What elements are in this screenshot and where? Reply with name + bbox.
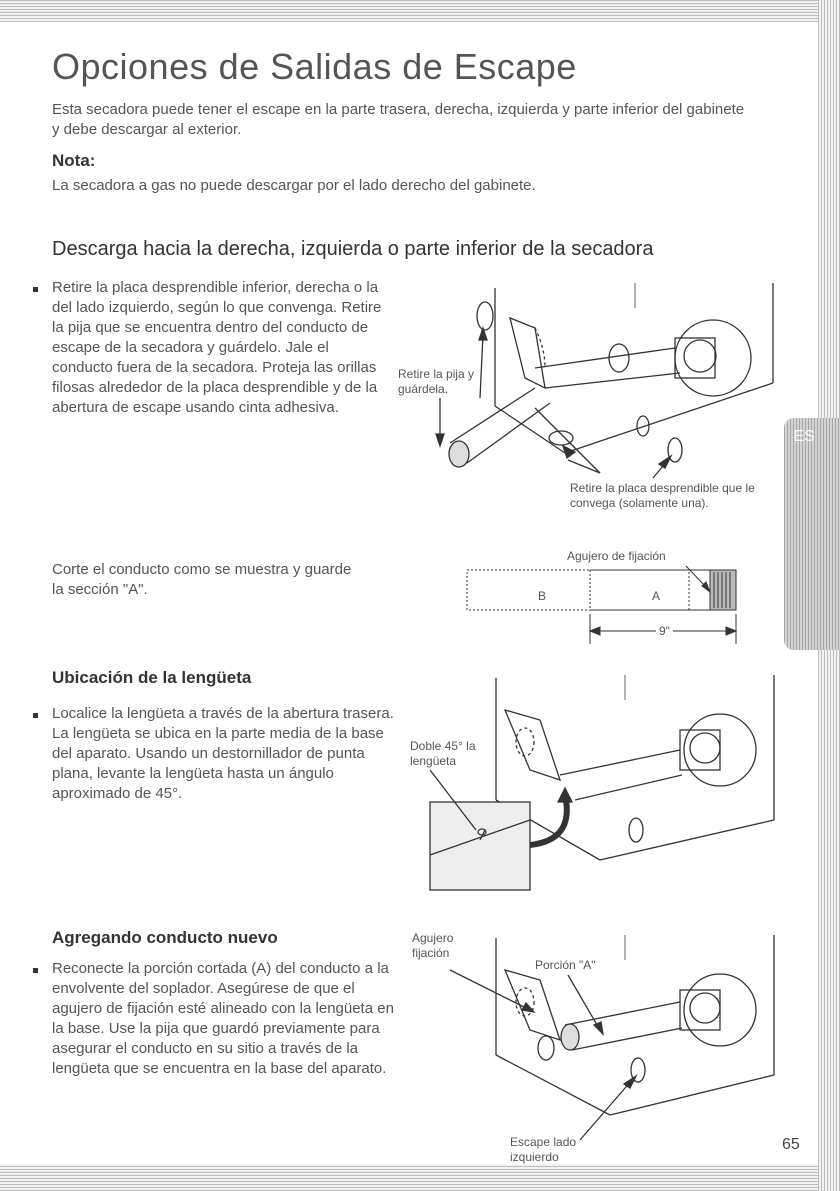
callout-remove-screw: Retire la pija y guárdela. [398,367,475,396]
callout-fixing-hole: Agujero de fijación [567,549,666,563]
note-heading: Nota: [52,151,96,170]
bullet-marker [33,968,38,973]
bottom-border-band [0,1164,840,1191]
duct-length-label: 9" [656,624,673,639]
callout-fixing-hole-new: Agujero fijación [412,931,454,960]
page-number: 65 [782,1136,800,1153]
step-remove-plate-text: Retire la placa desprendible inferior, derecha o la del lado izquierdo, según lo que convenga. Retire la pija que se encuentra dentro del conducto de escape de la secadora y guárdelo. Jale el conducto fuera de la secadora. Proteja las orillas filosas alrededor de la placa desprendible y de la abertura de escape usando cinta adhesiva. [52,279,382,416]
language-tab-label: ES [793,428,815,445]
tab-location-heading: Ubicación de la lengüeta [52,668,252,687]
duct-section-b-label: B [538,589,547,603]
duct-section-a-label: A [652,589,661,603]
tab-location-text: Localice la lengüeta a través de la abertura trasera. La lengüeta se ubica en la parte media de la base del aparato. Usando un destornillador de punta plana, levante la lengüeta hasta un ángulo aproximado de 45°. [52,705,394,802]
bullet-marker [33,713,38,718]
new-duct-text: Reconecte la porción cortada (A) del conducto a la envolvente del soplador. Asegúrese de que el agujero de fijación esté alineado con la lengüeta en la base. Use la pija que guardó previamente para asegurar el conducto en su sitio a través de la lengüeta que se encuentra en la base del aparato. [52,960,394,1077]
intro-paragraph: Esta secadora puede tener el escape en la parte trasera, derecha, izquierda y parte inferior del gabinete y debe descargar al exterior. [52,101,745,138]
new-duct-heading: Agregando conducto nuevo [52,928,278,947]
page-title: Opciones de Salidas de Escape [52,46,577,87]
section-heading: Descarga hacia la derecha, izquierda o parte inferior de la secadora [52,238,654,260]
top-border-band [0,0,840,22]
callout-bend-tab: Doble 45° la lengüeta [410,739,476,768]
callout-portion-a: Porción "A" [535,958,596,972]
callout-remove-plate: Retire la placa desprendible que le convega (solamente una). [570,481,755,510]
note-text: La secadora a gas no puede descargar por el lado derecho del gabinete. [52,177,536,194]
cut-duct-text: Corte el conducto como se muestra y guarde la sección "A". [52,561,352,598]
dryer-tab-illustration [400,670,780,900]
bullet-marker [33,287,38,292]
callout-exhaust-left: Escape lado izquierdo [510,1135,577,1164]
